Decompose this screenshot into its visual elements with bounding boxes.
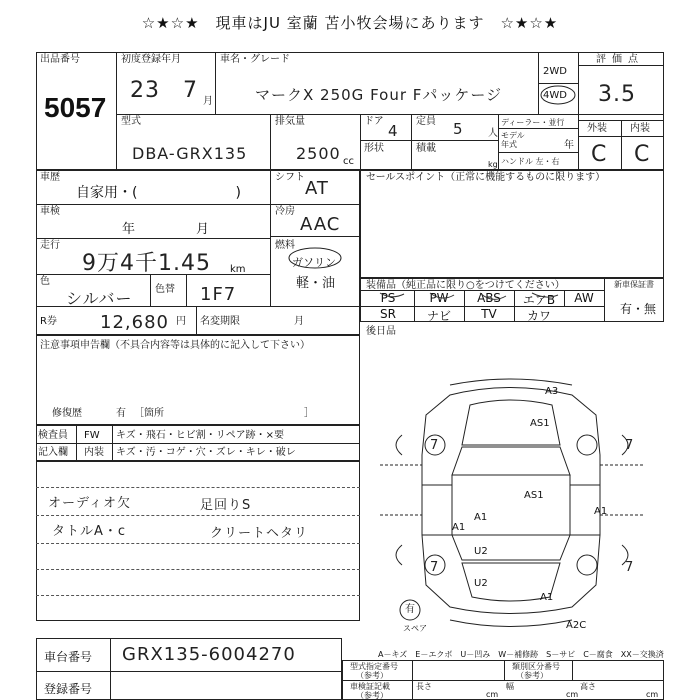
fuel-label: 燃料 <box>275 240 295 251</box>
recycle-label: R券 <box>40 316 57 327</box>
history-value: 自家用・( ) <box>76 185 241 201</box>
chassis-value: GRX135-6004270 <box>122 644 296 665</box>
damage-a3: A3 <box>545 386 559 397</box>
equipment-airbag: エアB <box>522 293 556 307</box>
damage-as1-roof: AS1 <box>524 490 544 501</box>
displacement-label: 排気量 <box>275 116 305 127</box>
equipment-leather: カワ <box>526 309 551 323</box>
equipment-sr: SR <box>380 307 396 321</box>
first-reg-label: 初度登録年月 <box>121 54 181 65</box>
car-body-diagram <box>360 335 664 645</box>
displacement-unit: cc <box>343 156 354 167</box>
shift-value: AT <box>305 178 329 199</box>
note-seat: クリートヘタリ <box>210 526 309 541</box>
capacity-value: 5 <box>453 120 464 138</box>
warranty-label: 新車保証書 <box>614 280 654 289</box>
car-name-label: 車名・グレード <box>220 54 290 65</box>
damage-a2c: A2C <box>566 620 587 631</box>
vehicle-height-unit: cm <box>646 690 659 699</box>
recycle-value: 12,680 <box>100 312 169 333</box>
inspector-label: 検査員 <box>38 430 68 441</box>
fuel-circle <box>285 246 345 270</box>
first-reg-month: 7 <box>183 78 198 103</box>
model-value: DBA-GRX135 <box>132 144 248 163</box>
inspector-inner: 内装 <box>84 447 104 458</box>
vehicle-length-unit: cm <box>486 690 499 699</box>
exterior-value: C <box>591 142 608 167</box>
registration-label: 登録番号 <box>44 682 93 696</box>
name-change-label: 名変期限 <box>200 316 240 327</box>
load-unit: kg <box>488 160 498 169</box>
tire-fr: 7 <box>625 438 635 453</box>
type-designation-label: 型式指定番号 <box>350 662 398 671</box>
color-change-value: 1F7 <box>200 284 237 305</box>
equipment-abs: ABS <box>477 291 501 305</box>
equipment-label: 装備品（純正品に限り○をつけてください） <box>366 280 565 291</box>
spare-value: 有 <box>405 604 415 615</box>
vehicle-length-label: 長さ <box>416 682 432 691</box>
repair-value: 有 <box>116 408 126 419</box>
exterior-label: 外装 <box>587 123 607 134</box>
damage-a1-rear: A1 <box>540 592 554 603</box>
chassis-label: 車台番号 <box>44 650 93 664</box>
color-value: シルバー <box>66 289 133 308</box>
inspection-label: 車検 <box>40 206 60 217</box>
mileage-value: 9万4千1.45 <box>82 251 211 276</box>
note-suspension: 足回りS <box>200 498 252 513</box>
displacement-value: 2500 <box>296 144 341 163</box>
interior-value: C <box>634 142 651 167</box>
type-designation-sub: （参考） <box>356 671 388 680</box>
color-change-label: 色替 <box>155 284 175 295</box>
shape-label: 形状 <box>364 143 384 154</box>
history-label: 車歴 <box>40 172 60 183</box>
equipment-tv: TV <box>481 307 497 321</box>
lot-number: 5057 <box>44 92 107 123</box>
capacity-label: 定員 <box>416 116 436 127</box>
drive-4wd: 4WD <box>543 90 567 101</box>
equipment-navi: ナビ <box>426 309 451 323</box>
interior-label: 内装 <box>630 123 650 134</box>
damage-a1-rear-a: A1 <box>452 522 466 533</box>
color-label: 色 <box>40 276 50 287</box>
repair-label: 修復歴 <box>52 408 82 419</box>
model-year-unit: 年 <box>564 140 574 151</box>
first-reg-month-unit: 月 <box>203 96 213 107</box>
notes-label: 注意事項申告欄（不具合内容等は具体的に記入して下さい） <box>40 340 310 351</box>
sales-point-section <box>360 170 664 278</box>
vehicle-spec-label: 車検証記載 <box>350 682 390 691</box>
equipment-ps: PS <box>380 291 396 305</box>
vehicle-width-unit: cm <box>566 690 579 699</box>
rating-value: 3.5 <box>598 82 636 107</box>
inspector-entry-label: 記入欄 <box>38 447 68 458</box>
inspector-inner-items: キズ・汚・コゲ・穴・ズレ・キレ・破レ <box>116 447 296 458</box>
shift-label: シフト <box>275 172 305 183</box>
first-reg-year: 23 <box>130 78 160 103</box>
drive-2wd: 2WD <box>543 66 567 77</box>
tire-fl: 7 <box>430 438 440 453</box>
ac-label: 冷房 <box>275 206 295 217</box>
sales-point-label: セールスポイント（正常に機能するものに限ります） <box>366 172 606 183</box>
lot-label: 出品番号 <box>40 54 80 65</box>
inspection-year-unit: 年 <box>122 222 136 237</box>
inspection-month-unit: 月 <box>196 222 210 237</box>
mileage-label: 走行 <box>40 240 60 251</box>
ac-value: AAC <box>300 214 341 235</box>
load-label: 積載 <box>416 143 436 154</box>
category-label: 類別区分番号 <box>512 662 560 671</box>
drive-4wd-circle <box>538 83 578 107</box>
damage-u2-a: U2 <box>474 546 488 557</box>
category-sub: （参考） <box>516 671 548 680</box>
fuel-value-diesel: 軽・油 <box>296 276 336 291</box>
inspector-fw-items: キズ・飛石・ヒビ割・リペア跡・×要 <box>116 430 284 441</box>
note-audio: オーディオ欠 <box>48 496 131 511</box>
vehicle-width-label: 幅 <box>506 682 514 691</box>
handle-label: ハンドル 左・右 <box>501 157 560 166</box>
pw-ps-marks <box>360 290 604 322</box>
equipment-pw: PW <box>429 291 449 305</box>
model-label: 型式 <box>121 116 141 127</box>
model-year-label: モデル年式 <box>501 131 525 149</box>
capacity-unit: 人 <box>488 128 498 139</box>
mileage-unit: km <box>230 264 246 275</box>
tire-rr: 7 <box>625 560 635 575</box>
inspector-fw: FW <box>84 430 100 441</box>
damage-as1-hood: AS1 <box>530 418 550 429</box>
doors-label: ドア <box>364 116 384 127</box>
warranty-value: 有・無 <box>620 302 657 316</box>
header-title: ☆★☆★ 現車はJU 室蘭 苫小牧会場にあります ☆★☆★ <box>141 14 559 32</box>
equipment-aw: AW <box>574 291 594 305</box>
recycle-unit: 円 <box>176 316 186 327</box>
dealer-label: ディーラー・並行 <box>501 118 565 127</box>
tire-rl: 7 <box>430 560 440 575</box>
owner-label: 後日品 <box>366 326 396 337</box>
note-ac: タトルA・c <box>52 524 127 539</box>
doors-value: 4 <box>388 122 399 140</box>
fuel-value-gasoline: ガソリン <box>292 256 336 269</box>
damage-legend: A－キズ E－エクボ U－凹み W－補修跡 S－サビ C－腐食 XX－交換済 <box>378 650 664 659</box>
car-name-value: マークX 250G Four Fパッケージ <box>255 86 503 104</box>
vehicle-height-label: 高さ <box>580 682 596 691</box>
repair-bracket: ［箇所 ］ <box>134 408 314 419</box>
damage-a1-right: A1 <box>594 506 608 517</box>
name-change-unit: 月 <box>294 316 304 327</box>
vehicle-spec-sub: （参考） <box>356 691 388 700</box>
spare-label: スペア <box>403 624 427 633</box>
rating-label: 評価点 <box>596 54 644 65</box>
damage-u2-b: U2 <box>474 578 488 589</box>
handwritten-section <box>36 461 360 621</box>
damage-a1-left: A1 <box>474 512 488 523</box>
